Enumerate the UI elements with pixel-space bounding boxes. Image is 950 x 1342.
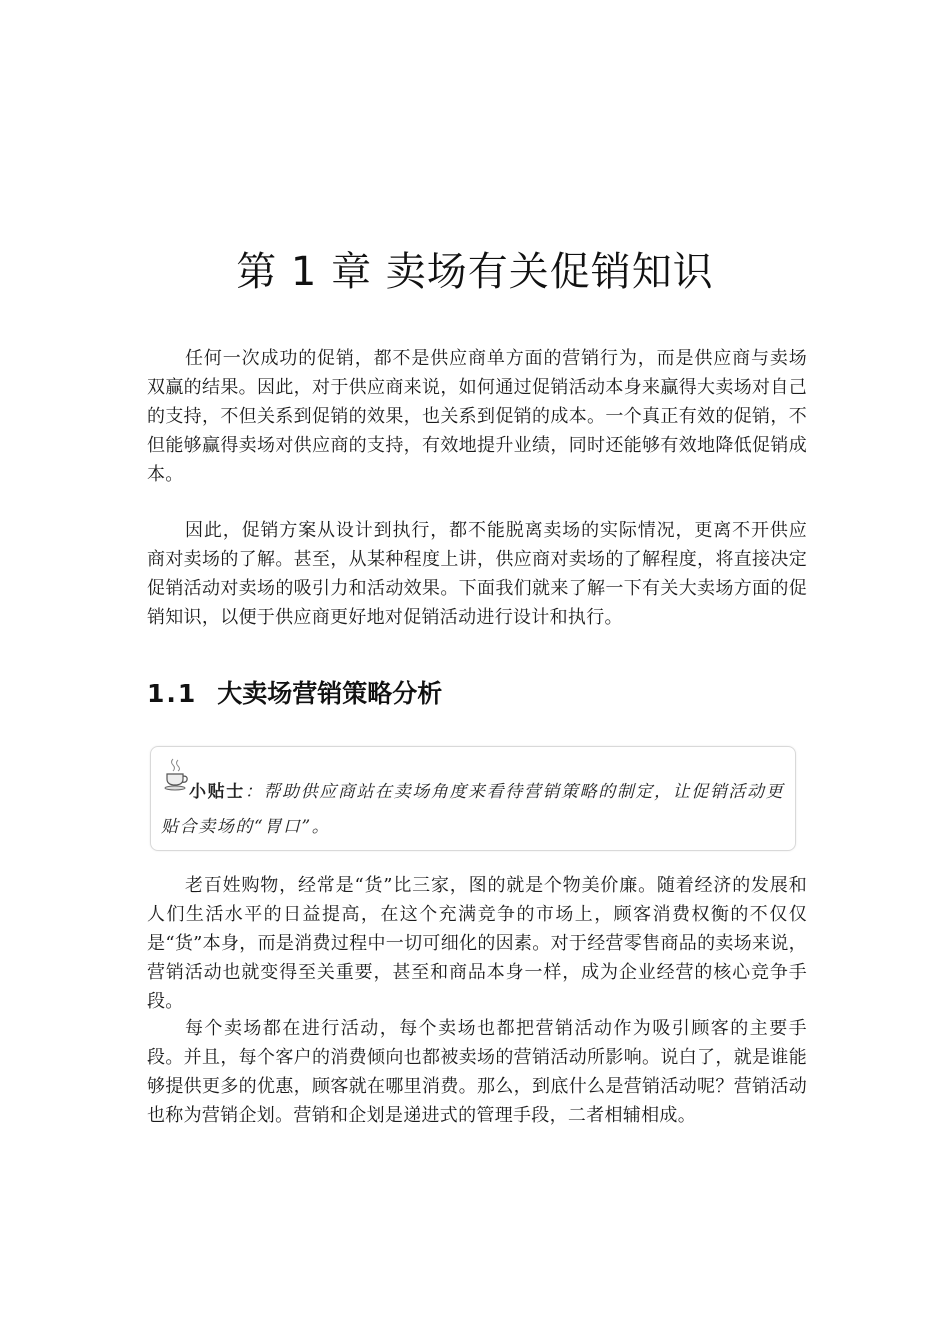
tip-text (161, 775, 789, 845)
section-title: 大卖场营销策略分析 (217, 679, 443, 708)
body-paragraph-1: 老百姓购物，经常是“货”比三家，图的就是个物美价廉。随着经济的发展和人们生活水平的日益提高，在这个充满竞争的市场上，顾客消费权衡的不仅仅是“货”本身，而是消费过程中一切可细化的因素。对于经营零售商品的卖场来说，营销活动也就变得至关重要，甚至和商品本身一样，成为企业经营的核心竞争手段。 (147, 875, 807, 1012)
tip-box (150, 746, 796, 851)
chapter-title: 第 1 章 卖场有关促销知识 (236, 249, 714, 295)
tip-content: 帮助供应商站在卖场角度来看待营销策略的制定，让促销活动更贴合卖场的“胃口”。 (161, 782, 785, 837)
section-heading (147, 674, 442, 714)
tip-separator: ： (244, 782, 264, 802)
section-number: 1.1 (147, 679, 198, 708)
tip-label: 小贴士 (189, 782, 245, 802)
body-paragraph-2: 每个卖场都在进行活动，每个卖场也都把营销活动作为吸引顾客的主要手段。并且，每个客户的消费倾向也都被卖场的营销活动所影响。说白了，就是谁能够提供更多的优惠，顾客就在哪里消费。那么，到底什么是营销活动呢？营销活动也称为营销企划。营销和企划是递进式的管理手段，二者相辅相成。 (147, 1018, 807, 1126)
intro-paragraph-1: 任何一次成功的促销，都不是供应商单方面的营销行为，而是供应商与卖场双赢的结果。因此，对于供应商来说，如何通过促销活动本身来赢得大卖场对自己的支持，不但关系到促销的效果，也关系到促销的成本。一个真正有效的促销，不但能够赢得卖场对供应商的支持，有效地提升业绩，同时还能够有效地降低促销成本。 (147, 348, 807, 485)
intro-paragraph-2: 因此，促销方案从设计到执行，都不能脱离卖场的实际情况，更离不开供应商对卖场的了解。甚至，从某种程度上讲，供应商对卖场的了解程度，将直接决定促销活动对卖场的吸引力和活动效果。下面我们就来了解一下有关大卖场方面的促销知识，以便于供应商更好地对促销活动进行设计和执行。 (147, 520, 807, 628)
